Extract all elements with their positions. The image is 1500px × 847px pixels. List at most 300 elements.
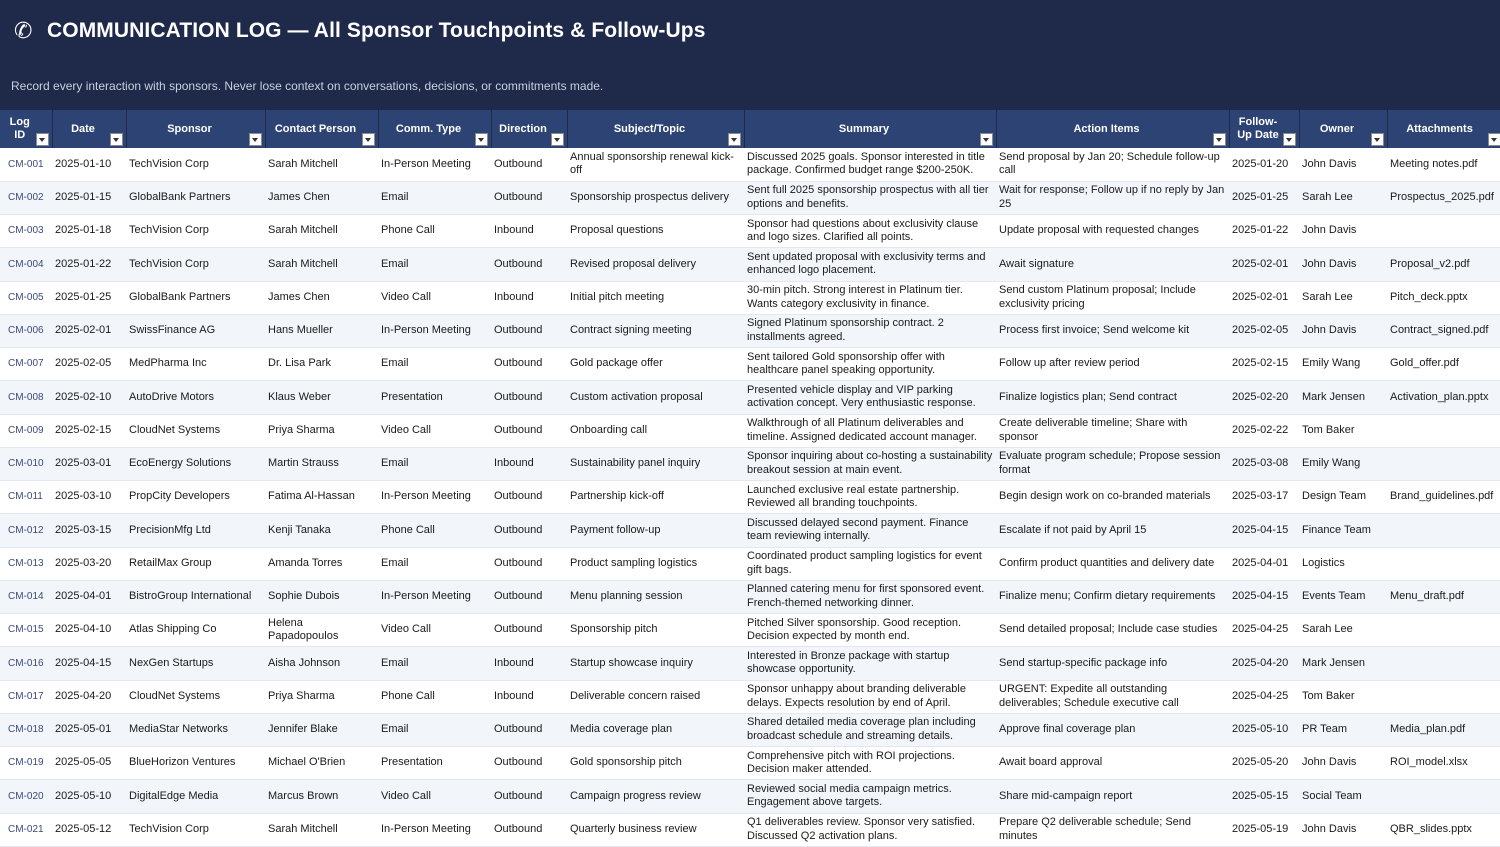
table-cell[interactable]: CM-010 — [0, 447, 52, 480]
table-cell[interactable]: Comprehensive pitch with ROI projections. Decision maker attended. — [744, 747, 996, 780]
table-row[interactable] — [0, 181, 1500, 214]
table-cell[interactable]: In-Person Meeting — [378, 481, 491, 514]
table-cell[interactable]: Outbound — [491, 580, 567, 613]
table-cell[interactable]: Video Call — [378, 281, 491, 314]
table-cell[interactable]: Sponsorship prospectus delivery — [567, 181, 744, 214]
table-cell[interactable]: Startup showcase inquiry — [567, 647, 744, 680]
table-cell[interactable] — [1387, 680, 1500, 713]
table-cell[interactable]: Outbound — [491, 148, 567, 181]
table-cell[interactable]: Outbound — [491, 314, 567, 347]
filter-dropdown-icon[interactable] — [249, 133, 262, 146]
table-cell[interactable]: Tom Baker — [1299, 680, 1387, 713]
table-cell[interactable]: Quarterly business review — [567, 813, 744, 846]
table-row[interactable] — [0, 248, 1500, 281]
table-cell[interactable]: Partnership kick-off — [567, 481, 744, 514]
table-cell[interactable] — [1387, 215, 1500, 248]
table-cell[interactable]: CloudNet Systems — [126, 414, 265, 447]
table-cell[interactable]: MedPharma Inc — [126, 348, 265, 381]
table-cell[interactable]: 2025-01-15 — [52, 181, 126, 214]
title-row — [14, 17, 706, 45]
table-cell[interactable]: Menu planning session — [567, 580, 744, 613]
table-cell[interactable]: 2025-05-05 — [52, 747, 126, 780]
table-cell[interactable]: ROI_model.xlsx — [1387, 747, 1500, 780]
column-header[interactable] — [1299, 110, 1387, 148]
column-header[interactable] — [378, 110, 491, 148]
table-cell[interactable]: Martin Strauss — [265, 447, 378, 480]
table-cell[interactable]: 2025-02-01 — [52, 314, 126, 347]
table-cell[interactable]: Inbound — [491, 680, 567, 713]
table-cell[interactable]: In-Person Meeting — [378, 314, 491, 347]
table-cell[interactable]: Outbound — [491, 713, 567, 746]
table-cell[interactable]: 2025-03-10 — [52, 481, 126, 514]
table-cell[interactable]: Share mid-campaign report — [996, 780, 1229, 813]
table-cell[interactable]: Hans Mueller — [265, 314, 378, 347]
table-cell[interactable]: Jennifer Blake — [265, 713, 378, 746]
table-cell[interactable]: Q1 deliverables review. Sponsor very satisfied. Discussed Q2 activation plans. — [744, 813, 996, 846]
table-row[interactable] — [0, 647, 1500, 680]
table-cell[interactable]: 2025-02-05 — [1229, 314, 1299, 347]
table-cell[interactable]: Inbound — [491, 215, 567, 248]
column-header[interactable] — [744, 110, 996, 148]
table-cell[interactable]: Custom activation proposal — [567, 381, 744, 414]
column-header[interactable] — [126, 110, 265, 148]
table-cell[interactable]: Send startup-specific package info — [996, 647, 1229, 680]
table-cell[interactable]: CM-021 — [0, 813, 52, 846]
table-cell[interactable]: Escalate if not paid by April 15 — [996, 514, 1229, 547]
table-cell[interactable]: TechVision Corp — [126, 215, 265, 248]
column-header[interactable] — [567, 110, 744, 148]
table-cell[interactable]: Fatima Al-Hassan — [265, 481, 378, 514]
filter-dropdown-icon[interactable] — [475, 133, 488, 146]
table-cell[interactable]: Outbound — [491, 813, 567, 846]
table-cell[interactable]: Presentation — [378, 381, 491, 414]
table-cell[interactable]: CloudNet Systems — [126, 680, 265, 713]
table-cell[interactable]: Kenji Tanaka — [265, 514, 378, 547]
table-cell[interactable]: Proposal_v2.pdf — [1387, 248, 1500, 281]
table-cell[interactable]: John Davis — [1299, 813, 1387, 846]
table-cell[interactable]: GlobalBank Partners — [126, 181, 265, 214]
column-header[interactable] — [996, 110, 1229, 148]
table-cell[interactable]: TechVision Corp — [126, 148, 265, 181]
table-cell[interactable]: Reviewed social media campaign metrics. Engagement above targets. — [744, 780, 996, 813]
table-cell[interactable]: Sarah Lee — [1299, 614, 1387, 647]
table-cell[interactable]: Annual sponsorship renewal kick-off — [567, 148, 744, 181]
table-row[interactable] — [0, 348, 1500, 381]
table-cell[interactable]: Tom Baker — [1299, 414, 1387, 447]
table-cell[interactable]: Email — [378, 713, 491, 746]
table-cell[interactable]: 2025-01-25 — [52, 281, 126, 314]
table-cell[interactable]: SwissFinance AG — [126, 314, 265, 347]
table-cell[interactable]: Finalize logistics plan; Send contract — [996, 381, 1229, 414]
column-header[interactable] — [1387, 110, 1500, 148]
table-cell[interactable]: 2025-05-01 — [52, 713, 126, 746]
table-cell[interactable]: Wait for response; Follow up if no reply by Jan 25 — [996, 181, 1229, 214]
table-row[interactable] — [0, 514, 1500, 547]
table-cell[interactable]: CM-007 — [0, 348, 52, 381]
table-cell[interactable]: CM-008 — [0, 381, 52, 414]
column-header-label: Follow-Up Date — [1237, 116, 1279, 141]
table-cell[interactable]: Video Call — [378, 414, 491, 447]
table-cell[interactable]: Inbound — [491, 447, 567, 480]
table-cell[interactable]: Events Team — [1299, 580, 1387, 613]
table-row[interactable] — [0, 314, 1500, 347]
table-cell[interactable]: Await board approval — [996, 747, 1229, 780]
table-cell[interactable]: Michael O'Brien — [265, 747, 378, 780]
table-cell[interactable]: 2025-02-15 — [52, 414, 126, 447]
table-cell[interactable]: Sent updated proposal with exclusivity terms and enhanced logo placement. — [744, 248, 996, 281]
table-cell[interactable]: 2025-02-22 — [1229, 414, 1299, 447]
table-row[interactable] — [0, 713, 1500, 746]
table-cell[interactable]: In-Person Meeting — [378, 580, 491, 613]
table-cell[interactable]: Outbound — [491, 414, 567, 447]
filter-dropdown-icon[interactable] — [551, 133, 564, 146]
filter-dropdown-icon[interactable] — [1488, 133, 1500, 146]
table-cell[interactable]: James Chen — [265, 281, 378, 314]
table-cell[interactable]: Brand_guidelines.pdf — [1387, 481, 1500, 514]
table-cell[interactable]: Pitched Silver sponsorship. Good reception. Decision expected by month end. — [744, 614, 996, 647]
table-cell[interactable]: John Davis — [1299, 148, 1387, 181]
table-cell[interactable] — [1387, 780, 1500, 813]
column-header[interactable] — [0, 110, 52, 148]
table-cell[interactable]: CM-013 — [0, 547, 52, 580]
table-cell[interactable]: Pitch_deck.pptx — [1387, 281, 1500, 314]
table-row[interactable] — [0, 547, 1500, 580]
table-cell[interactable]: Phone Call — [378, 215, 491, 248]
filter-dropdown-icon[interactable] — [36, 133, 49, 146]
table-cell[interactable]: 2025-04-01 — [1229, 547, 1299, 580]
table-cell[interactable]: Phone Call — [378, 680, 491, 713]
table-cell[interactable]: Video Call — [378, 780, 491, 813]
table-row[interactable] — [0, 481, 1500, 514]
table-cell[interactable]: Process first invoice; Send welcome kit — [996, 314, 1229, 347]
table-cell[interactable] — [1387, 547, 1500, 580]
table-cell[interactable]: CM-002 — [0, 181, 52, 214]
table-cell[interactable]: Outbound — [491, 614, 567, 647]
table-cell[interactable]: Finance Team — [1299, 514, 1387, 547]
table-cell[interactable]: 2025-02-01 — [1229, 281, 1299, 314]
table-row[interactable] — [0, 580, 1500, 613]
table-cell[interactable]: CM-019 — [0, 747, 52, 780]
filter-dropdown-icon[interactable] — [728, 133, 741, 146]
table-cell[interactable]: 2025-01-20 — [1229, 148, 1299, 181]
table-cell[interactable]: Campaign progress review — [567, 780, 744, 813]
table-cell[interactable]: 2025-01-22 — [52, 248, 126, 281]
table-cell[interactable] — [1387, 647, 1500, 680]
table-cell[interactable]: CM-004 — [0, 248, 52, 281]
table-cell[interactable]: BlueHorizon Ventures — [126, 747, 265, 780]
table-cell[interactable]: DigitalEdge Media — [126, 780, 265, 813]
table-row[interactable] — [0, 614, 1500, 647]
table-cell[interactable]: Priya Sharma — [265, 414, 378, 447]
table-cell[interactable]: Prospectus_2025.pdf — [1387, 181, 1500, 214]
table-cell[interactable]: CM-014 — [0, 580, 52, 613]
table-cell[interactable]: James Chen — [265, 181, 378, 214]
table-cell[interactable]: Sponsor unhappy about branding deliverable delays. Expects resolution by end of April. — [744, 680, 996, 713]
table-cell[interactable]: Gold_offer.pdf — [1387, 348, 1500, 381]
table-row[interactable] — [0, 381, 1500, 414]
table-cell[interactable]: CM-020 — [0, 780, 52, 813]
table-cell[interactable]: Sponsorship pitch — [567, 614, 744, 647]
table-cell[interactable]: Helena Papadopoulos — [265, 614, 378, 647]
table-cell[interactable]: 2025-05-10 — [1229, 713, 1299, 746]
table-cell[interactable]: GlobalBank Partners — [126, 281, 265, 314]
table-cell[interactable]: Payment follow-up — [567, 514, 744, 547]
table-cell[interactable]: Email — [378, 248, 491, 281]
table-cell[interactable]: Media_plan.pdf — [1387, 713, 1500, 746]
table-cell[interactable]: 2025-04-25 — [1229, 614, 1299, 647]
table-cell[interactable]: Send custom Platinum proposal; Include exclusivity pricing — [996, 281, 1229, 314]
table-cell[interactable]: 2025-04-15 — [1229, 580, 1299, 613]
table-cell[interactable] — [1387, 614, 1500, 647]
table-cell[interactable]: BistroGroup International — [126, 580, 265, 613]
table-cell[interactable]: Proposal questions — [567, 215, 744, 248]
table-cell[interactable]: Inbound — [491, 647, 567, 680]
table-cell[interactable]: Walkthrough of all Platinum deliverables and timeline. Assigned dedicated account manager. — [744, 414, 996, 447]
table-cell[interactable]: CM-005 — [0, 281, 52, 314]
table-cell[interactable]: Emily Wang — [1299, 447, 1387, 480]
table-cell[interactable]: Confirm product quantities and delivery date — [996, 547, 1229, 580]
table-cell[interactable]: Outbound — [491, 181, 567, 214]
table-cell[interactable]: Email — [378, 447, 491, 480]
table-cell[interactable]: Sarah Mitchell — [265, 215, 378, 248]
table-cell[interactable]: Email — [378, 181, 491, 214]
table-cell[interactable]: Signed Platinum sponsorship contract. 2 installments agreed. — [744, 314, 996, 347]
filter-dropdown-icon[interactable] — [1213, 133, 1226, 146]
table-cell[interactable]: Contract_signed.pdf — [1387, 314, 1500, 347]
table-cell[interactable]: Deliverable concern raised — [567, 680, 744, 713]
table-cell[interactable]: 2025-03-08 — [1229, 447, 1299, 480]
table-cell[interactable]: CM-009 — [0, 414, 52, 447]
table-cell[interactable]: CM-003 — [0, 215, 52, 248]
table-row[interactable] — [0, 281, 1500, 314]
table-cell[interactable]: RetailMax Group — [126, 547, 265, 580]
table-cell[interactable]: Onboarding call — [567, 414, 744, 447]
table-cell[interactable]: Marcus Brown — [265, 780, 378, 813]
table-row[interactable] — [0, 148, 1500, 181]
table-cell[interactable]: Mark Jensen — [1299, 647, 1387, 680]
table-cell[interactable] — [1387, 414, 1500, 447]
table-cell[interactable]: Outbound — [491, 547, 567, 580]
table-cell[interactable]: 2025-01-22 — [1229, 215, 1299, 248]
table-cell[interactable]: In-Person Meeting — [378, 148, 491, 181]
table-cell[interactable]: Outbound — [491, 514, 567, 547]
table-cell[interactable]: Launched exclusive real estate partnership. Reviewed all branding touchpoints. — [744, 481, 996, 514]
table-cell[interactable]: 2025-02-10 — [52, 381, 126, 414]
table-cell[interactable]: URGENT: Expedite all outstanding deliverables; Schedule executive call — [996, 680, 1229, 713]
table-cell[interactable]: Priya Sharma — [265, 680, 378, 713]
column-header[interactable] — [1229, 110, 1299, 148]
table-cell[interactable]: Amanda Torres — [265, 547, 378, 580]
table-cell[interactable]: Sent full 2025 sponsorship prospectus with all tier options and benefits. — [744, 181, 996, 214]
table-cell[interactable]: Sarah Mitchell — [265, 248, 378, 281]
filter-dropdown-icon[interactable] — [1371, 133, 1384, 146]
table-cell[interactable]: QBR_slides.pptx — [1387, 813, 1500, 846]
filter-dropdown-icon[interactable] — [110, 133, 123, 146]
table-cell[interactable]: Sponsor inquiring about co-hosting a sustainability breakout session at main event. — [744, 447, 996, 480]
table-cell[interactable]: Planned catering menu for first sponsored event. French-themed networking dinner. — [744, 580, 996, 613]
table-cell[interactable]: CM-011 — [0, 481, 52, 514]
table-cell[interactable]: Send detailed proposal; Include case studies — [996, 614, 1229, 647]
table-row[interactable] — [0, 780, 1500, 813]
table-cell[interactable]: John Davis — [1299, 747, 1387, 780]
table-cell[interactable]: Sponsor had questions about exclusivity clause and logo sizes. Clarified all points. — [744, 215, 996, 248]
table-cell[interactable]: 2025-04-01 — [52, 580, 126, 613]
table-cell[interactable]: Sarah Lee — [1299, 281, 1387, 314]
table-cell[interactable]: Video Call — [378, 614, 491, 647]
table-cell[interactable]: Interested in Bronze package with startup showcase opportunity. — [744, 647, 996, 680]
table-cell[interactable]: 2025-03-01 — [52, 447, 126, 480]
table-cell[interactable]: EcoEnergy Solutions — [126, 447, 265, 480]
table-cell[interactable]: 2025-02-15 — [1229, 348, 1299, 381]
table-cell[interactable]: Meeting notes.pdf — [1387, 148, 1500, 181]
page-subtitle: Record every interaction with sponsors. Never lose context on conversations, decisions, or commitments made. — [11, 79, 604, 93]
table-cell[interactable]: Outbound — [491, 481, 567, 514]
table-cell[interactable]: Presented vehicle display and VIP parking activation concept. Very enthusiastic response. — [744, 381, 996, 414]
table-cell[interactable]: AutoDrive Motors — [126, 381, 265, 414]
filter-dropdown-icon[interactable] — [1283, 133, 1296, 146]
table-cell[interactable]: Menu_draft.pdf — [1387, 580, 1500, 613]
table-cell[interactable]: 2025-01-18 — [52, 215, 126, 248]
column-header[interactable] — [52, 110, 126, 148]
table-cell[interactable]: Sarah Lee — [1299, 181, 1387, 214]
table-cell[interactable]: Sophie Dubois — [265, 580, 378, 613]
table-cell[interactable]: 2025-05-20 — [1229, 747, 1299, 780]
table-cell[interactable]: Approve final coverage plan — [996, 713, 1229, 746]
table-cell[interactable]: Outbound — [491, 348, 567, 381]
table-row[interactable] — [0, 215, 1500, 248]
table-cell[interactable]: Finalize menu; Confirm dietary requirements — [996, 580, 1229, 613]
table-cell[interactable]: Begin design work on co-branded materials — [996, 481, 1229, 514]
table-cell[interactable]: Email — [378, 348, 491, 381]
table-cell[interactable]: Social Team — [1299, 780, 1387, 813]
table-cell[interactable]: John Davis — [1299, 215, 1387, 248]
table-cell[interactable]: Revised proposal delivery — [567, 248, 744, 281]
table-cell[interactable]: 2025-04-20 — [1229, 647, 1299, 680]
table-cell[interactable]: Contract signing meeting — [567, 314, 744, 347]
table-cell[interactable]: Sarah Mitchell — [265, 813, 378, 846]
table-cell[interactable]: 2025-02-05 — [52, 348, 126, 381]
table-cell[interactable]: Klaus Weber — [265, 381, 378, 414]
table-cell[interactable]: 2025-04-15 — [52, 647, 126, 680]
table-cell[interactable]: Sent tailored Gold sponsorship offer with healthcare panel speaking opportunity. — [744, 348, 996, 381]
table-cell[interactable]: PR Team — [1299, 713, 1387, 746]
table-cell[interactable]: Outbound — [491, 780, 567, 813]
table-cell[interactable]: 2025-03-17 — [1229, 481, 1299, 514]
table-cell[interactable]: CM-015 — [0, 614, 52, 647]
table-cell[interactable]: Evaluate program schedule; Propose session format — [996, 447, 1229, 480]
table-cell[interactable]: 2025-04-20 — [52, 680, 126, 713]
table-cell[interactable]: Email — [378, 547, 491, 580]
table-cell[interactable]: Sustainability panel inquiry — [567, 447, 744, 480]
table-cell[interactable]: Design Team — [1299, 481, 1387, 514]
table-cell[interactable]: CM-001 — [0, 148, 52, 181]
table-cell[interactable]: Email — [378, 647, 491, 680]
table-cell[interactable]: Discussed 2025 goals. Sponsor interested in title package. Confirmed budget range $200-250K. — [744, 148, 996, 181]
table-cell[interactable]: CM-018 — [0, 713, 52, 746]
table-cell[interactable]: PrecisionMfg Ltd — [126, 514, 265, 547]
table-cell[interactable]: John Davis — [1299, 248, 1387, 281]
table-cell[interactable] — [1387, 514, 1500, 547]
table-cell[interactable]: 2025-04-10 — [52, 614, 126, 647]
table-cell[interactable]: Aisha Johnson — [265, 647, 378, 680]
table-row[interactable] — [0, 747, 1500, 780]
table-cell[interactable]: TechVision Corp — [126, 248, 265, 281]
table-cell[interactable]: John Davis — [1299, 314, 1387, 347]
table-row[interactable] — [0, 680, 1500, 713]
table-row[interactable] — [0, 813, 1500, 846]
table-cell[interactable]: MediaStar Networks — [126, 713, 265, 746]
table-cell[interactable]: CM-012 — [0, 514, 52, 547]
table-cell[interactable]: Gold package offer — [567, 348, 744, 381]
table-cell[interactable]: Coordinated product sampling logistics for event gift bags. — [744, 547, 996, 580]
table-cell[interactable]: CM-017 — [0, 680, 52, 713]
table-cell[interactable]: Gold sponsorship pitch — [567, 747, 744, 780]
table-cell[interactable]: Discussed delayed second payment. Finance team reviewing internally. — [744, 514, 996, 547]
table-cell[interactable]: Create deliverable timeline; Share with sponsor — [996, 414, 1229, 447]
table-cell[interactable]: Activation_plan.pptx — [1387, 381, 1500, 414]
table-row[interactable] — [0, 447, 1500, 480]
table-cell[interactable]: Media coverage plan — [567, 713, 744, 746]
table-cell[interactable]: 2025-02-01 — [1229, 248, 1299, 281]
table-cell[interactable]: Sarah Mitchell — [265, 148, 378, 181]
table-cell[interactable]: 2025-04-15 — [1229, 514, 1299, 547]
table-cell[interactable]: Prepare Q2 deliverable schedule; Send minutes — [996, 813, 1229, 846]
table-cell[interactable]: Presentation — [378, 747, 491, 780]
table-cell[interactable]: Logistics — [1299, 547, 1387, 580]
filter-dropdown-icon[interactable] — [362, 133, 375, 146]
table-cell[interactable]: Phone Call — [378, 514, 491, 547]
table-cell[interactable]: Emily Wang — [1299, 348, 1387, 381]
table-cell[interactable]: Product sampling logistics — [567, 547, 744, 580]
table-cell[interactable]: 2025-03-20 — [52, 547, 126, 580]
table-cell[interactable]: Initial pitch meeting — [567, 281, 744, 314]
table-cell[interactable]: Outbound — [491, 747, 567, 780]
table-cell[interactable]: Update proposal with requested changes — [996, 215, 1229, 248]
table-cell[interactable] — [1387, 447, 1500, 480]
table-cell[interactable]: PropCity Developers — [126, 481, 265, 514]
table-cell[interactable]: 2025-03-15 — [52, 514, 126, 547]
table-cell[interactable]: Dr. Lisa Park — [265, 348, 378, 381]
table-cell[interactable]: NexGen Startups — [126, 647, 265, 680]
table-cell[interactable]: 30-min pitch. Strong interest in Platinum tier. Wants category exclusivity in finance. — [744, 281, 996, 314]
table-cell[interactable]: Follow up after review period — [996, 348, 1229, 381]
table-cell[interactable]: Atlas Shipping Co — [126, 614, 265, 647]
table-cell[interactable]: 2025-04-25 — [1229, 680, 1299, 713]
column-header[interactable] — [265, 110, 378, 148]
filter-dropdown-icon[interactable] — [980, 133, 993, 146]
table-cell[interactable]: 2025-05-10 — [52, 780, 126, 813]
table-cell[interactable]: 2025-05-19 — [1229, 813, 1299, 846]
table-cell[interactable]: CM-006 — [0, 314, 52, 347]
table-cell[interactable]: Outbound — [491, 248, 567, 281]
table-cell[interactable]: TechVision Corp — [126, 813, 265, 846]
table-cell[interactable]: 2025-01-25 — [1229, 181, 1299, 214]
table-cell[interactable]: Await signature — [996, 248, 1229, 281]
table-cell[interactable]: 2025-05-15 — [1229, 780, 1299, 813]
table-cell[interactable]: 2025-01-10 — [52, 148, 126, 181]
column-header[interactable] — [491, 110, 567, 148]
table-cell[interactable]: 2025-05-12 — [52, 813, 126, 846]
table-cell[interactable]: 2025-02-20 — [1229, 381, 1299, 414]
table-cell[interactable]: Mark Jensen — [1299, 381, 1387, 414]
table-row[interactable] — [0, 414, 1500, 447]
table-cell[interactable]: Outbound — [491, 381, 567, 414]
table-cell[interactable]: In-Person Meeting — [378, 813, 491, 846]
table-cell[interactable]: CM-016 — [0, 647, 52, 680]
table-cell[interactable]: Send proposal by Jan 20; Schedule follow-up call — [996, 148, 1229, 181]
table-cell[interactable]: Inbound — [491, 281, 567, 314]
table-cell[interactable]: Shared detailed media coverage plan including broadcast schedule and streaming details. — [744, 713, 996, 746]
